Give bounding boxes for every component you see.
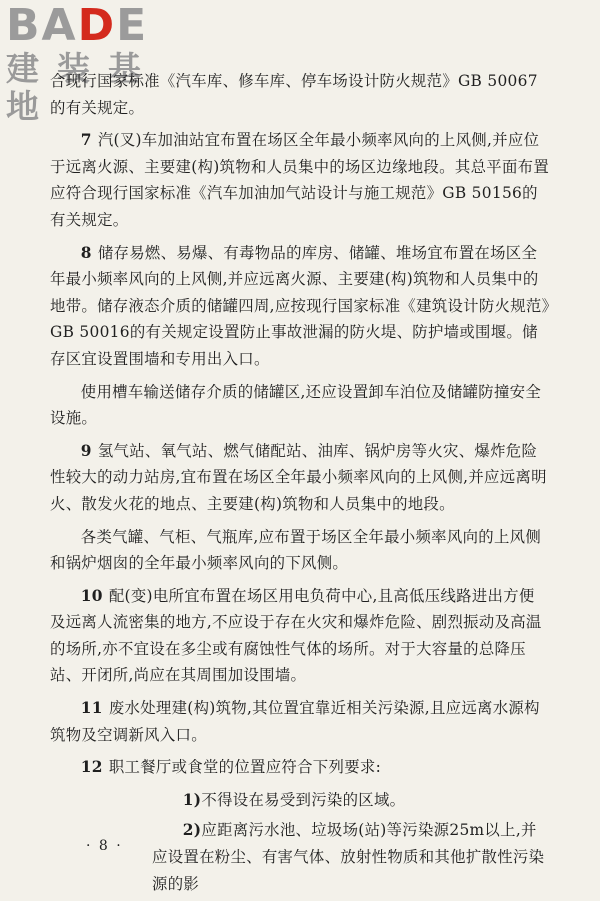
clause-10: 10 配(变)电所宜布置在场区用电负荷中心,且高低压线路进出方便及远离人流密集的地方,不应设于存在火灾和爆炸危险、剧烈振动及高温的场所,亦不宜设在多尘或有腐蚀性气体的场所。对于大容量的总降压站、开闭所,尚应在其周围加设围墙。	[50, 586, 542, 685]
clause-8: 8 储存易燃、易爆、有毒物品的库房、储罐、堆场宜布置在场区全年最小频率风向的上风侧,并应远离火源、主要建(构)筑物和人员集中的地带。储存液态介质的储罐四周,应按现行国家标准《建筑设计防火规范》GB 50016的有关规定设置防止事故泄漏的防火堤、防护墙或围堰。储存区宜设置围墙和专用出入口。	[50, 243, 550, 368]
list-item-2: 2)应距离污水池、垃圾场(站)等污染源25m以上,并应设置在粉尘、有害气体、放射性物质和其他扩散性污染源的影	[152, 821, 545, 893]
page-number: · 8 ·	[86, 838, 123, 854]
clause-11: 11 废水处理建(构)筑物,其位置宜靠近相关污染源,且应远离水源构筑物及空调新风入口。	[50, 699, 540, 744]
clause-8-note: 使用槽车输送储存介质的储罐区,还应设置卸车泊位及储罐防撞安全设施。	[50, 382, 542, 428]
logo-subtitle: 建装基地	[6, 49, 159, 126]
paragraph-continuation: 合现行国家标准《汽车库、修车库、停车场设计防火规范》GB 50067的有关规定。	[50, 72, 538, 117]
list-item-1: 1)不得设在易受到污染的区域。	[182, 790, 406, 809]
body-text	[50, 68, 550, 901]
clause-9: 9 氢气站、氧气站、燃气储配站、油库、锅炉房等火灾、爆炸危险性较大的动力站房,宜布置在场区全年最小频率风向的上风侧,并应远离明火、散发火花的地点、主要建(构)筑物和人员集中的地段。	[50, 441, 547, 513]
clause-7: 7 汽(叉)车加油站宜布置在场区全年最小频率风向的上风侧,并应位于远离火源、主要建(构)筑物和人员集中的场区边缘地段。其总平面布置应符合现行国家标准《汽车加油加气站设计与施工规范》GB 50156的有关规定。	[50, 131, 550, 229]
logo-wordmark: BADE	[6, 0, 149, 51]
clause-12: 12 职工餐厅或食堂的位置应符合下列要求:	[80, 758, 382, 777]
clause-9-note: 各类气罐、气柜、气瓶库,应布置于场区全年最小频率风向的上风侧和锅炉烟囱的全年最小频率风向的下风侧。	[50, 527, 542, 573]
